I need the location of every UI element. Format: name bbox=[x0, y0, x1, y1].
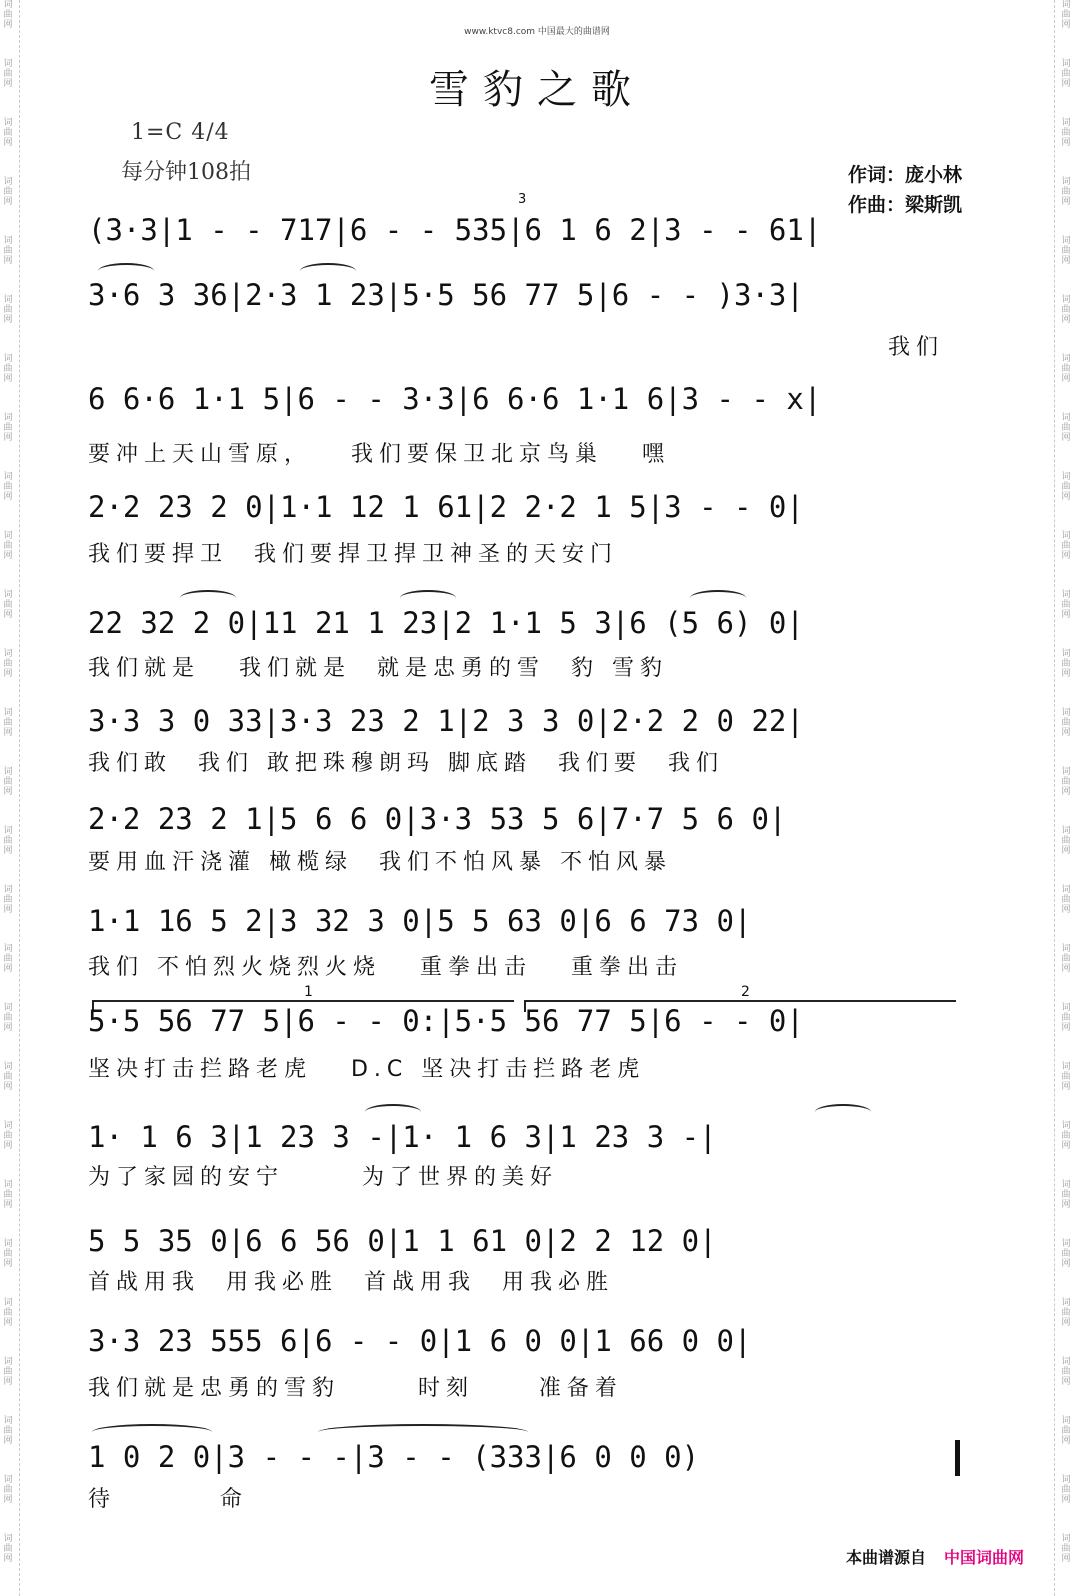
sidebar-watermark: 词曲网 bbox=[1061, 590, 1071, 620]
song-title: 雪豹之歌 bbox=[429, 67, 645, 113]
sidebar-watermark: 词曲网 bbox=[3, 1534, 13, 1564]
sidebar-watermark: 词曲网 bbox=[3, 708, 13, 738]
sidebar-watermark: 词曲网 bbox=[1061, 1003, 1071, 1033]
lyric-line: 我们 bbox=[888, 335, 945, 360]
page-header-url: www.ktvc8.com 中国最大的曲谱网 bbox=[464, 27, 610, 37]
notation-line: 3·3 23 555 6|6 - - 0|1 6 0 0|1 66 0 0| bbox=[88, 1324, 752, 1358]
first-ending-bracket: 1 bbox=[92, 1000, 514, 1012]
sidebar-watermark: 词曲网 bbox=[1061, 1121, 1071, 1151]
footer-source bbox=[846, 1545, 1024, 1568]
sidebar-watermark: 词曲网 bbox=[1061, 413, 1071, 443]
sidebar-watermark: 词曲网 bbox=[3, 1003, 13, 1033]
sidebar-watermark: 词曲网 bbox=[3, 413, 13, 443]
notation-line: 3·6 3 36|2·3 1 23|5·5 56 77 5|6 - - )3·3| bbox=[88, 278, 804, 312]
sidebar-watermark: 词曲网 bbox=[1061, 177, 1071, 207]
sidebar-watermark: 词曲网 bbox=[3, 1239, 13, 1269]
sidebar-watermark: 词曲网 bbox=[3, 472, 13, 502]
composer-credit: 作曲：梁斯凯 bbox=[848, 194, 963, 216]
sidebar-watermark: 词曲网 bbox=[3, 354, 13, 384]
lyric-line: 为了家园的安宁 为了世界的美好 bbox=[88, 1165, 558, 1190]
sidebar-watermark: 词曲网 bbox=[1061, 1534, 1071, 1564]
sidebar-watermark: 词曲网 bbox=[3, 59, 13, 89]
lyric-line: 要冲上天山雪原， 我们要保卫北京鸟巢 嘿 bbox=[88, 442, 670, 467]
lyric-line: 我们就是 我们就是 就是忠勇的雪 豹 雪豹 bbox=[88, 656, 668, 681]
sidebar-watermark: 词曲网 bbox=[1061, 767, 1071, 797]
sidebar-watermark: 词曲网 bbox=[3, 885, 13, 915]
sidebar-watermark: 词曲网 bbox=[3, 1357, 13, 1387]
sidebar-watermark: 词曲网 bbox=[1061, 649, 1071, 679]
notation-line: 1· 1 6 3|1 23 3 -|1· 1 6 3|1 23 3 -| bbox=[88, 1120, 717, 1154]
sidebar-watermark: 词曲网 bbox=[3, 1416, 13, 1446]
notation-line: 5·5 56 77 5|6 - - 0:|5·5 56 77 5|6 - - 0| bbox=[88, 1004, 804, 1038]
notation-line: 1·1 16 5 2|3 32 3 0|5 5 63 0|6 6 73 0| bbox=[88, 904, 752, 938]
sidebar-watermark: 词曲网 bbox=[3, 1062, 13, 1092]
sidebar-watermark: 词曲网 bbox=[3, 1475, 13, 1505]
sidebar-watermark: 词曲网 bbox=[3, 826, 13, 856]
sidebar-watermark: 词曲网 bbox=[3, 118, 13, 148]
sidebar-watermark: 词曲网 bbox=[1061, 531, 1071, 561]
sidebar-watermark: 词曲网 bbox=[3, 590, 13, 620]
notation-line: 6 6·6 1·1 5|6 - - 3·3|6 6·6 1·1 6|3 - - x| bbox=[88, 382, 822, 416]
sidebar-watermark: 词曲网 bbox=[1061, 944, 1071, 974]
sidebar-watermark: 词曲网 bbox=[1061, 1062, 1071, 1092]
sidebar-watermark: 词曲网 bbox=[1061, 472, 1071, 502]
lyric-line: 要用血汗浇灌 橄榄绿 我们不怕风暴 不怕风暴 bbox=[88, 850, 672, 875]
sidebar-watermark: 词曲网 bbox=[3, 1298, 13, 1328]
notation-line: 2·2 23 2 0|1·1 12 1 61|2 2·2 1 5|3 - - 0| bbox=[88, 490, 804, 524]
triplet-mark: 3 bbox=[518, 192, 527, 207]
sidebar-watermark: 词曲网 bbox=[3, 236, 13, 266]
notation-line: 3·3 3 0 33|3·3 23 2 1|2 3 3 0|2·2 2 0 22| bbox=[88, 704, 804, 738]
notation-line: 1 0 2 0|3 - - -|3 - - (333|6 0 0 0) bbox=[88, 1440, 700, 1474]
left-watermark-strip bbox=[0, 0, 16, 1596]
notation-line: 5 5 35 0|6 6 56 0|1 1 61 0|2 2 12 0| bbox=[88, 1224, 717, 1258]
lyric-line: 首战用我 用我必胜 首战用我 用我必胜 bbox=[88, 1270, 614, 1295]
right-watermark-strip bbox=[1058, 0, 1074, 1596]
sidebar-watermark: 词曲网 bbox=[1061, 1180, 1071, 1210]
sidebar-watermark: 词曲网 bbox=[1061, 1416, 1071, 1446]
footer-brand: 中国词曲网 bbox=[943, 1548, 1024, 1567]
second-ending-bracket: 2 bbox=[524, 1000, 956, 1012]
sidebar-watermark: 词曲网 bbox=[1061, 1475, 1071, 1505]
sidebar-watermark: 词曲网 bbox=[1061, 59, 1071, 89]
lyric-line: 我们要捍卫 我们要捍卫捍卫神圣的天安门 bbox=[88, 542, 618, 567]
notation-line: 22 32 2 0|11 21 1 23|2 1·1 5 3|6 (5 6) 0| bbox=[88, 606, 804, 640]
sidebar-watermark: 词曲网 bbox=[1061, 295, 1071, 325]
sidebar-watermark: 词曲网 bbox=[3, 295, 13, 325]
lyricist-credit: 作词：庞小林 bbox=[848, 164, 963, 186]
sidebar-watermark: 词曲网 bbox=[1061, 885, 1071, 915]
sidebar-watermark: 词曲网 bbox=[3, 944, 13, 974]
sidebar-watermark: 词曲网 bbox=[3, 1121, 13, 1151]
lyric-line: 我们 不怕烈火烧烈火烧 重拳出击 重拳出击 bbox=[88, 955, 683, 980]
key-signature: 1=C 4/4 bbox=[131, 120, 230, 145]
sidebar-watermark: 词曲网 bbox=[3, 649, 13, 679]
sidebar-watermark: 词曲网 bbox=[3, 177, 13, 207]
sidebar-watermark: 词曲网 bbox=[3, 767, 13, 797]
lyric-line: 坚决打击拦路老虎 D.C 坚决打击拦路老虎 bbox=[88, 1057, 646, 1082]
footer-source-label: 本曲谱源自 bbox=[845, 1548, 926, 1567]
sidebar-watermark: 词曲网 bbox=[1061, 236, 1071, 266]
sidebar-watermark: 词曲网 bbox=[1061, 354, 1071, 384]
lyric-line: 我们就是忠勇的雪豹 时刻 准备着 bbox=[88, 1376, 623, 1401]
lyric-line: 我们敢 我们 敢把珠穆朗玛 脚底踏 我们要 我们 bbox=[88, 751, 724, 776]
sidebar-watermark: 词曲网 bbox=[1061, 118, 1071, 148]
sidebar-watermark: 词曲网 bbox=[1061, 0, 1071, 30]
sidebar-watermark: 词曲网 bbox=[1061, 708, 1071, 738]
notation-line: 2·2 23 2 1|5 6 6 0|3·3 53 5 6|7·7 5 6 0| bbox=[88, 802, 787, 836]
sidebar-watermark: 词曲网 bbox=[1061, 1298, 1071, 1328]
sidebar-watermark: 词曲网 bbox=[3, 531, 13, 561]
left-margin-line bbox=[19, 0, 20, 1596]
right-margin-line bbox=[1054, 0, 1055, 1596]
lyric-line: 待 命 bbox=[88, 1487, 248, 1512]
tempo-marking: 每分钟108拍 bbox=[121, 160, 251, 185]
sidebar-watermark: 词曲网 bbox=[1061, 1239, 1071, 1269]
sidebar-watermark: 词曲网 bbox=[3, 1180, 13, 1210]
sidebar-watermark: 词曲网 bbox=[1061, 826, 1071, 856]
sidebar-watermark: 词曲网 bbox=[3, 0, 13, 30]
notation-line: (3·3|1 - - 717|6 - - 535|6 1 6 2|3 - - 61| bbox=[88, 213, 822, 247]
sidebar-watermark: 词曲网 bbox=[1061, 1357, 1071, 1387]
